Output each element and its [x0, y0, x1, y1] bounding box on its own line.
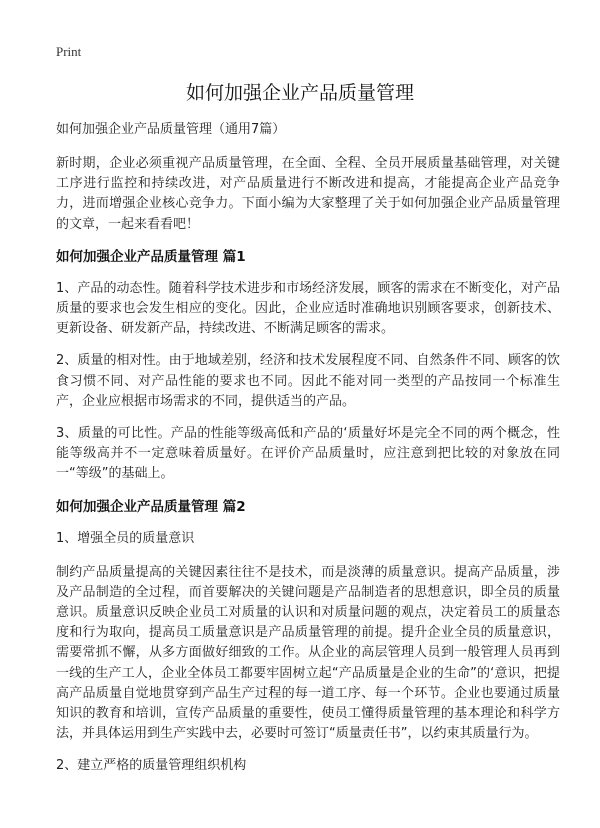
section-2-item-1: 1、增强全员的质量意识 — [56, 530, 195, 546]
section-2-item-2: 2、建立严格的质量管理组织机构 — [56, 758, 247, 774]
print-link[interactable]: Print — [56, 44, 82, 59]
article-subtitle: 如何加强企业产品质量管理（通用7篇） — [56, 122, 286, 137]
section-heading-1: 如何加强企业产品质量管理 篇1 — [56, 248, 246, 265]
article-body — [56, 120, 560, 790]
section-heading-2: 如何加强企业产品质量管理 篇2 — [56, 498, 246, 515]
section-1-paragraph-1: 1、产品的动态性。随着科学技术进步和市场经济发展，顾客的需求在不断变化，对产品质量的要求也会发生相应的变化。因此，企业应适时准确地识别顾客要求，创新技术、更新设备、研发新产品，持续改进、不断满足顾客的需求。 — [56, 280, 560, 337]
intro-paragraph: 新时期，企业必须重视产品质量管理，在全面、全程、全员开展质量基础管理，对关键工序进行监控和持续改进，对产品质量进行不断改进和提高，才能提高企业产品竞争力，进而增强企业核心竞争力。下面小编为大家整理了关于如何加强企业产品质量管理的文章，一起来看看吧！ — [56, 156, 560, 232]
section-1-paragraph-2: 2、质量的相对性。由于地域差别，经济和技术发展程度不同、自然条件不同、顾客的饮食习惯不同、对产品性能的要求也不同。因此不能对同一类型的产品按同一个标准生产，企业应根据市场需求的不同，提供适当的产品。 — [56, 353, 560, 409]
section-1-paragraph-3: 3、质量的可比性。产品的性能等级高低和产品的‘质量好坏是完全不同的两个概念，性能等级高并不一定意味着质量好。在评价产品质量时，应注意到把比较的对象放在同一“等级”的基础上。 — [56, 426, 560, 482]
section-2-paragraph: 制约产品质量提高的关键因素往往不是技术，而是淡薄的质量意识。提高产品质量，涉及产品制造的全过程，而首要解决的关键问题是产品制造者的思想意识，即全员的质量意识。质量意识反映企业员工对质量的认识和对质量问题的观点，决定着员工的质量态度和行为取向，提高员工质量意识是产品质量管理的前提。提升企业全员的质量意识，需要常抓不懈，从多方面做好细致的工作。从企业的高层管理人员到一般管理人员再到一线的生产工人，企业全体员工都要牢固树立起“产品质量是企业的生命”的‘意识，把提高产品质量自觉地贯穿到产品生产过程的每一道工序、每一个环节。企业也要通过质量知识的教育和培训，宣传产品质量的重要性，使员工懂得质量管理的基本理论和科学方法，并具体运用到生产实践中去，必要时可签订“质量责任书”，以约束其质量行为。 — [56, 564, 560, 742]
page-title: 如何加强企业产品质量管理 — [185, 82, 414, 104]
